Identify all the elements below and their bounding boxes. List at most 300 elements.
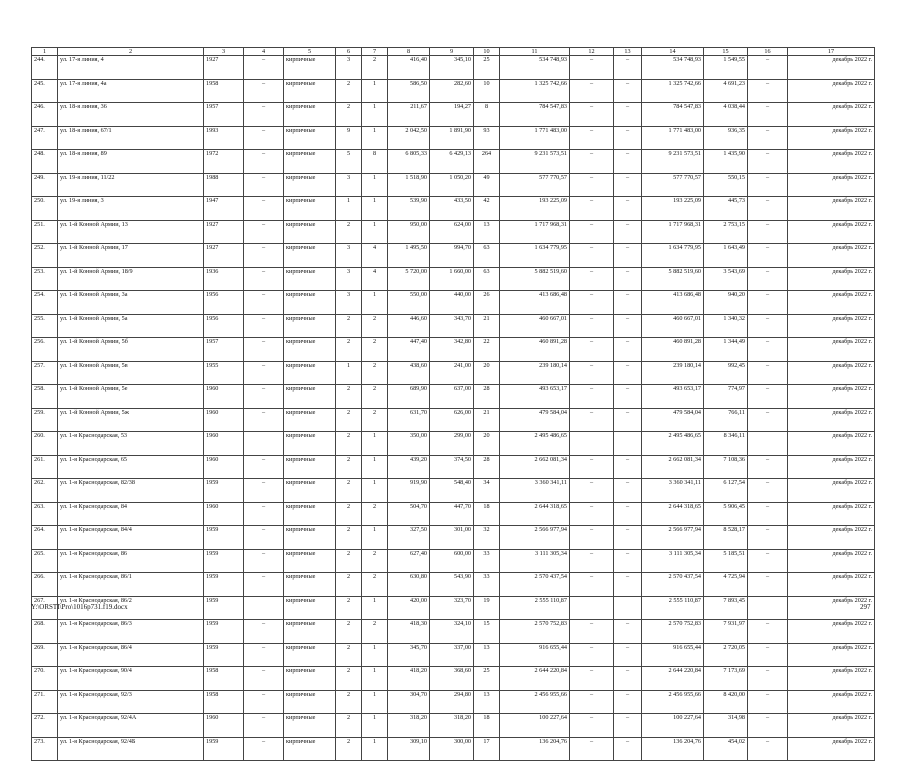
table-cell: – [748,361,788,385]
table-cell: 269. [32,643,58,667]
table-cell: – [244,56,284,80]
table-row [32,714,875,738]
table-cell: кирпичные [284,244,336,268]
table-cell: декабрь 2022 г. [788,385,875,409]
table-cell: – [748,79,788,103]
table-cell: – [244,338,284,362]
table-cell: 100 227,64 [642,714,704,738]
table-cell: ул. 1-й Конной Армии, 5б [58,338,204,362]
table-cell: 1 [362,667,388,691]
table-row [32,291,875,315]
table-cell: – [748,338,788,362]
table-cell: кирпичные [284,432,336,456]
table-cell: кирпичные [284,667,336,691]
table-cell: кирпичные [284,79,336,103]
table-cell: 323,70 [430,596,474,620]
table-row [32,667,875,691]
table-cell: 1 050,20 [430,173,474,197]
table-cell: 1 325 742,66 [500,79,570,103]
table-cell: 950,00 [388,220,430,244]
table-cell: 3 543,69 [704,267,748,291]
table-cell: – [614,620,642,644]
table-cell: 550,00 [388,291,430,315]
table-cell: ул. 1-я Краснодарская, 92/4А [58,714,204,738]
table-cell: 446,60 [388,314,430,338]
table-cell: 1 495,50 [388,244,430,268]
table-cell [570,432,614,456]
table-cell: ул. 18-я линия, 89 [58,150,204,174]
table-cell: 2 [336,79,362,103]
table-cell: 272. [32,714,58,738]
table-cell: 3 111 305,34 [642,549,704,573]
table-cell: 1993 [204,126,244,150]
table-row [32,56,875,80]
table-cell: 6 127,54 [704,479,748,503]
table-cell: ул. 1-й Конной Армии, 17 [58,244,204,268]
table-cell: 265. [32,549,58,573]
table-cell: 13 [474,220,500,244]
table-cell: 1 [362,479,388,503]
table-cell: 100 227,64 [500,714,570,738]
table-cell: 2 570 752,83 [642,620,704,644]
table-cell: 940,20 [704,291,748,315]
table-row [32,620,875,644]
table-cell: 263. [32,502,58,526]
table-cell: 1958 [204,667,244,691]
table-cell: 300,00 [430,737,474,761]
table-cell: – [614,479,642,503]
table-cell: 1 [362,173,388,197]
table-cell: 8 [474,103,500,127]
table-cell: 342,80 [430,338,474,362]
table-cell: 1960 [204,408,244,432]
table-cell: 2 570 437,54 [500,573,570,597]
table-cell: 309,10 [388,737,430,761]
table-cell: 2 [362,549,388,573]
table-cell: 586,50 [388,79,430,103]
table-cell: 413 686,48 [642,291,704,315]
table-cell: 3 360 341,11 [500,479,570,503]
table-cell: 1927 [204,220,244,244]
table-cell: 1 [362,714,388,738]
table-cell: – [614,714,642,738]
table-cell: 438,60 [388,361,430,385]
table-cell: 1959 [204,573,244,597]
table-cell: ул. 18-я линия, 67/1 [58,126,204,150]
column-header: 4 [244,48,284,56]
table-cell: 28 [474,385,500,409]
table-cell: 25 [474,667,500,691]
table-cell: 350,00 [388,432,430,456]
table-cell [614,596,642,620]
table-cell: кирпичные [284,291,336,315]
table-cell: декабрь 2022 г. [788,714,875,738]
table-cell: 4 691,23 [704,79,748,103]
table-cell: – [614,361,642,385]
table-cell [244,596,284,620]
table-cell: 1 [362,126,388,150]
table-cell: – [614,291,642,315]
table-row [32,220,875,244]
table-cell: – [570,455,614,479]
table-cell: 9 231 573,51 [642,150,704,174]
table-cell: – [244,502,284,526]
table-cell: 1959 [204,620,244,644]
table-cell: – [570,526,614,550]
table-cell: 34 [474,479,500,503]
table-cell: 2 495 486,65 [500,432,570,456]
table-row [32,150,875,174]
table-cell: 266. [32,573,58,597]
table-cell: 260. [32,432,58,456]
table-cell: – [748,549,788,573]
table-cell: 460 891,28 [500,338,570,362]
table-cell: 1 643,49 [704,244,748,268]
table-cell: – [570,56,614,80]
table-cell: 3 111 305,34 [500,549,570,573]
table-cell: 2 570 752,83 [500,620,570,644]
table-cell: 10 [474,79,500,103]
table-cell: 493 653,17 [500,385,570,409]
table-cell: 1 660,00 [430,267,474,291]
table-cell: 6 429,13 [430,150,474,174]
table-cell: 5 720,00 [388,267,430,291]
table-cell: 2 [336,596,362,620]
table-cell: – [748,103,788,127]
table-cell: 4 [362,267,388,291]
table-row [32,126,875,150]
table-cell: 637,00 [430,385,474,409]
table-cell: 433,50 [430,197,474,221]
table-cell: 1 [362,197,388,221]
table-cell: – [614,573,642,597]
table-cell: 5 882 519,60 [500,267,570,291]
table-cell: декабрь 2022 г. [788,173,875,197]
table-cell: 418,30 [388,620,430,644]
table-cell: 3 [336,291,362,315]
table-cell: 479 584,04 [642,408,704,432]
column-header: 10 [474,48,500,56]
table-cell: кирпичные [284,573,336,597]
table-cell: декабрь 2022 г. [788,479,875,503]
table-cell: 784 547,83 [500,103,570,127]
column-header: 7 [362,48,388,56]
table-cell: 2 [336,573,362,597]
table-cell: 251. [32,220,58,244]
table-row [32,549,875,573]
table-cell: 936,35 [704,126,748,150]
table-cell: 1 [362,103,388,127]
table-cell: 314,98 [704,714,748,738]
table-cell: 13 [474,690,500,714]
table-cell: – [614,502,642,526]
table-cell: 2 [336,667,362,691]
table-cell: 318,20 [388,714,430,738]
table-cell: – [570,737,614,761]
table-cell: декабрь 2022 г. [788,526,875,550]
table-cell: – [570,79,614,103]
table-cell: – [244,526,284,550]
table-cell: 1 [362,291,388,315]
footer-file-path: Y:\ORSTI\Pro\1016p731.f19.docx [31,603,128,611]
table-cell: 460 667,01 [500,314,570,338]
table-cell: – [570,150,614,174]
table-cell: 1959 [204,526,244,550]
table-cell: 689,90 [388,385,430,409]
table-cell: – [748,620,788,644]
table-cell: 256. [32,338,58,362]
table-cell: 504,70 [388,502,430,526]
table-cell: – [244,643,284,667]
table-header-row [32,48,875,56]
table-cell: 1 518,90 [388,173,430,197]
table-cell: 253. [32,267,58,291]
table-cell: 241,00 [430,361,474,385]
table-cell: 1959 [204,596,244,620]
table-cell: 1972 [204,150,244,174]
table-cell: 1956 [204,291,244,315]
table-cell: 2 [362,502,388,526]
table-cell: 445,73 [704,197,748,221]
table-cell: ул. 1-я Краснодарская, 92/4Б [58,737,204,761]
table-cell: – [614,103,642,127]
table-cell: 271. [32,690,58,714]
table-cell: 2 [362,314,388,338]
table-row [32,408,875,432]
table-cell: 1957 [204,338,244,362]
table-cell: 63 [474,267,500,291]
table-row [32,596,875,620]
table-cell: – [748,667,788,691]
table-cell: 1 [362,79,388,103]
table-cell: – [244,220,284,244]
table-cell: 327,50 [388,526,430,550]
table-cell: декабрь 2022 г. [788,573,875,597]
table-cell: декабрь 2022 г. [788,291,875,315]
table-cell: 627,40 [388,549,430,573]
table-cell: 1960 [204,714,244,738]
table-cell: 2 [336,432,362,456]
table-cell: – [244,408,284,432]
table-row [32,197,875,221]
table-cell: кирпичные [284,690,336,714]
table-cell: 33 [474,573,500,597]
table-cell: 1 340,32 [704,314,748,338]
table-cell: 268. [32,620,58,644]
table-cell: 13 [474,643,500,667]
table-cell: 440,00 [430,291,474,315]
table-cell: 42 [474,197,500,221]
table-cell: – [570,126,614,150]
table-cell: 493 653,17 [642,385,704,409]
table-cell: декабрь 2022 г. [788,502,875,526]
table-cell: – [570,338,614,362]
table-cell: ул. 18-я линия, 36 [58,103,204,127]
table-cell: – [570,314,614,338]
table-cell: 2 456 955,66 [500,690,570,714]
table-cell: 4 [362,244,388,268]
table-cell: 2 555 110,87 [642,596,704,620]
table-cell: – [614,126,642,150]
table-cell: 577 770,57 [642,173,704,197]
table-cell [748,432,788,456]
table-cell: – [614,314,642,338]
table-cell: 7 173,69 [704,667,748,691]
table-cell: 631,70 [388,408,430,432]
table-cell: декабрь 2022 г. [788,620,875,644]
table-cell [570,596,614,620]
table-row [32,103,875,127]
table-cell: 255. [32,314,58,338]
table-cell: – [244,667,284,691]
table-cell: 1 [336,197,362,221]
table-cell: ул. 1-й Конной Армии, 5а [58,314,204,338]
table-cell: 1 [362,596,388,620]
table-cell: ул. 1-я Краснодарская, 86 [58,549,204,573]
table-cell: 252. [32,244,58,268]
table-cell: 246. [32,103,58,127]
table-cell: 539,90 [388,197,430,221]
table-row [32,338,875,362]
table-cell: 1960 [204,432,244,456]
table-cell: 1988 [204,173,244,197]
table-cell: 15 [474,620,500,644]
housing-table [31,47,875,761]
table-cell: 1960 [204,385,244,409]
table-cell: – [748,197,788,221]
table-cell: – [244,314,284,338]
table-cell: 2 042,50 [388,126,430,150]
table-cell: 418,20 [388,667,430,691]
table-cell: кирпичные [284,220,336,244]
table-cell: 248. [32,150,58,174]
table-cell: 2 [362,620,388,644]
table-cell: – [244,197,284,221]
table-row [32,455,875,479]
table-cell: 1958 [204,79,244,103]
table-cell: 318,20 [430,714,474,738]
table-cell: 534 748,93 [642,56,704,80]
table-row [32,432,875,456]
column-header: 12 [570,48,614,56]
table-cell: 624,00 [430,220,474,244]
table-cell: – [244,620,284,644]
table-cell: 1 [362,526,388,550]
table-cell: – [748,150,788,174]
table-row [32,79,875,103]
table-cell: 2 [336,338,362,362]
table-cell: 1927 [204,56,244,80]
table-cell: 257. [32,361,58,385]
table-cell: – [614,385,642,409]
table-cell: 992,45 [704,361,748,385]
table-cell: 136 204,76 [642,737,704,761]
table-cell: – [614,150,642,174]
table-cell: кирпичные [284,314,336,338]
table-cell: 245. [32,79,58,103]
table-cell: – [748,643,788,667]
table-cell: 1 [362,690,388,714]
table-cell: 447,40 [388,338,430,362]
table-cell: 7 931,97 [704,620,748,644]
table-cell: 916 655,44 [500,643,570,667]
table-cell: 1 549,55 [704,56,748,80]
table-cell: 1927 [204,244,244,268]
table-cell: ул. 19-я линия, 3 [58,197,204,221]
table-cell: 8 346,11 [704,432,748,456]
table-cell: 2 753,15 [704,220,748,244]
table-cell: 774,97 [704,385,748,409]
table-cell: 600,00 [430,549,474,573]
column-header: 6 [336,48,362,56]
table-cell: 32 [474,526,500,550]
table-cell: 630,80 [388,573,430,597]
column-header: 13 [614,48,642,56]
table-cell: 2 [336,314,362,338]
table-cell: 1 717 968,31 [642,220,704,244]
table-cell: 2 495 486,65 [642,432,704,456]
table-cell: 1 [336,361,362,385]
table-cell: 2 555 110,87 [500,596,570,620]
table-cell: – [244,267,284,291]
table-cell: 261. [32,455,58,479]
footer-page-number: 297 [860,603,871,611]
table-cell: – [244,79,284,103]
table-cell: – [570,643,614,667]
table-cell: ул. 1-я Краснодарская, 86/3 [58,620,204,644]
table-cell: декабрь 2022 г. [788,314,875,338]
table-cell: 1 [362,455,388,479]
table-cell: – [748,455,788,479]
table-cell: 1 435,90 [704,150,748,174]
table-cell: 2 [336,220,362,244]
table-cell: кирпичные [284,173,336,197]
column-header: 1 [32,48,58,56]
table-cell: – [244,690,284,714]
table-cell: – [748,126,788,150]
table-cell: – [244,103,284,127]
table-cell: – [244,385,284,409]
table-cell: 211,67 [388,103,430,127]
table-cell: 93 [474,126,500,150]
table-cell: – [614,244,642,268]
table-cell: – [748,408,788,432]
table-cell: 270. [32,667,58,691]
table-cell: 439,20 [388,455,430,479]
table-cell: декабрь 2022 г. [788,549,875,573]
table-row [32,314,875,338]
table-cell: 1959 [204,479,244,503]
table-cell: 2 [336,526,362,550]
table-cell: – [244,573,284,597]
table-cell: – [570,197,614,221]
table-row [32,479,875,503]
table-cell: 9 [336,126,362,150]
table-cell: 1 344,49 [704,338,748,362]
table-cell: 2 [336,103,362,127]
table-cell: кирпичные [284,714,336,738]
table-cell: – [244,150,284,174]
table-cell: 2 570 437,54 [642,573,704,597]
table-cell: 194,27 [430,103,474,127]
table-cell: 250. [32,197,58,221]
table-cell: 6 805,33 [388,150,430,174]
table-cell: 18 [474,502,500,526]
column-header: 2 [58,48,204,56]
table-cell: 416,40 [388,56,430,80]
table-cell: 294,80 [430,690,474,714]
table-cell: 4 725,94 [704,573,748,597]
